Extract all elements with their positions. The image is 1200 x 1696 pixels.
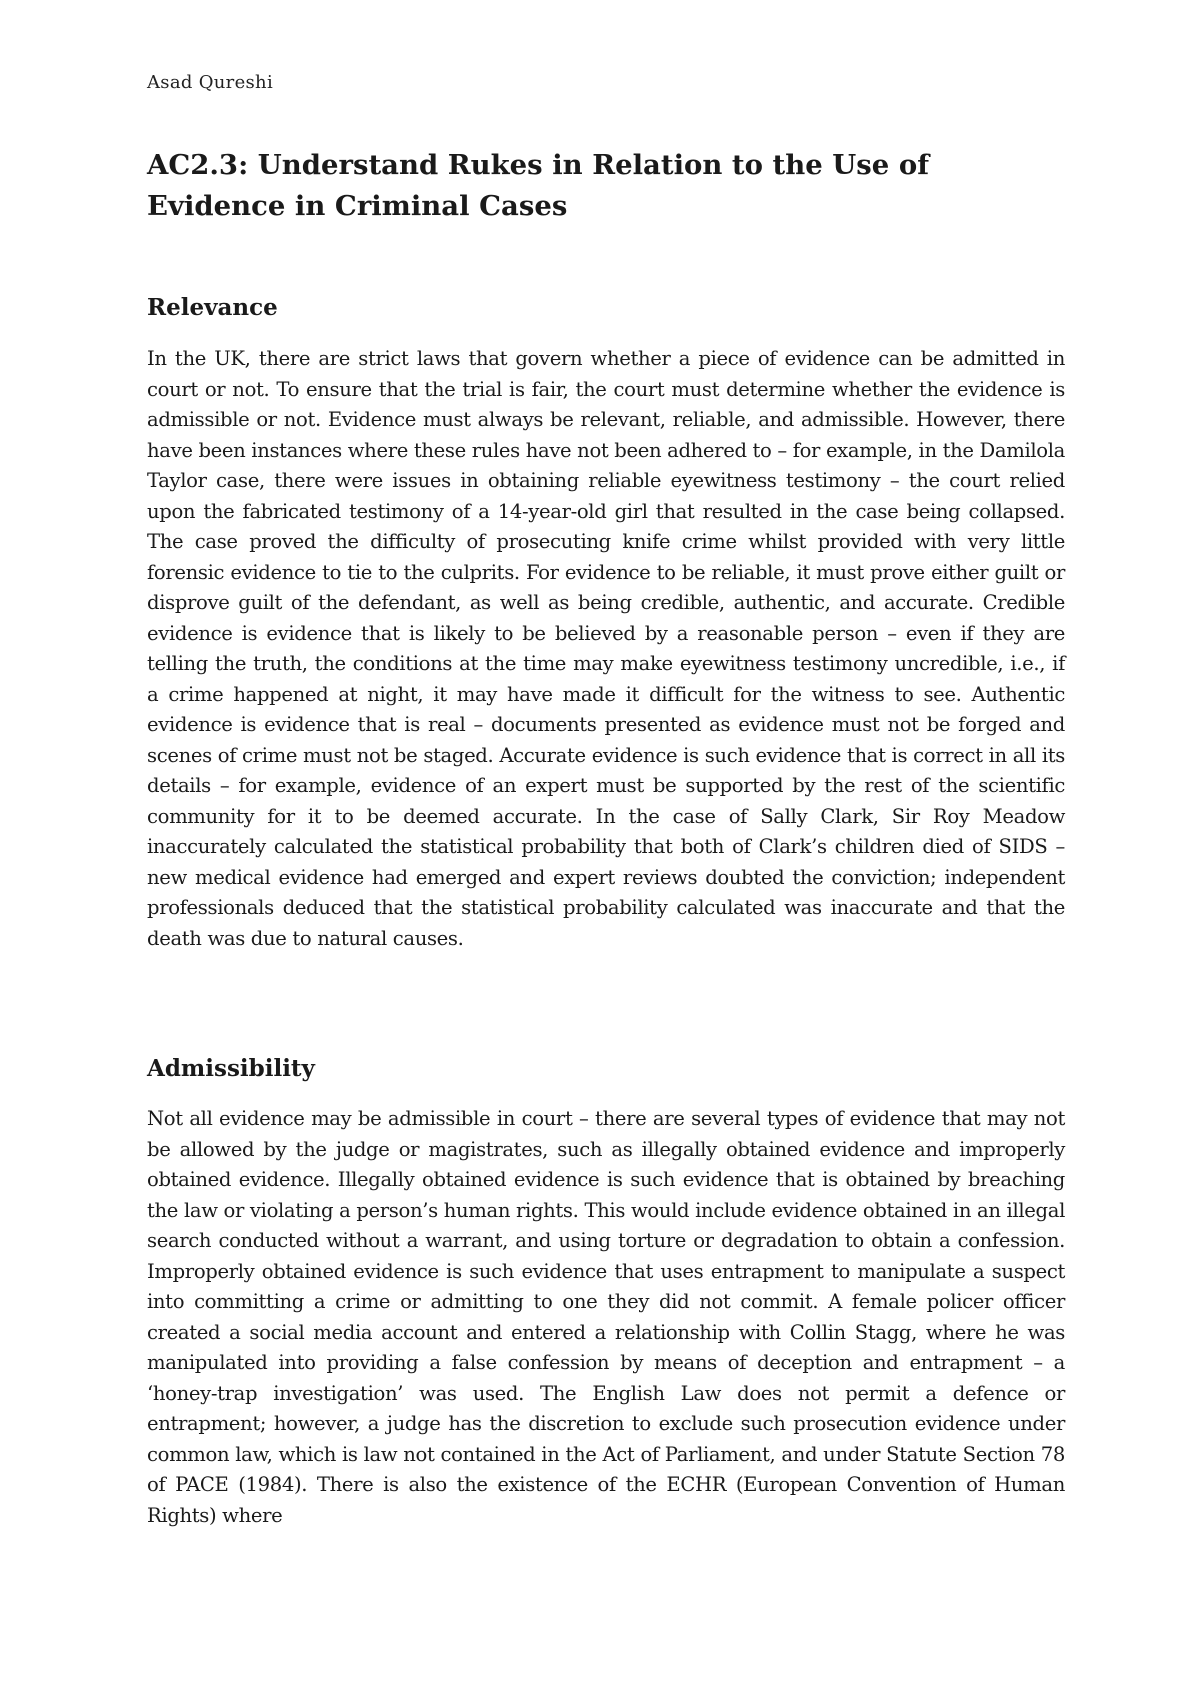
document-title: AC2.3: Understand Rukes in Relation to the Use of Evidence in Criminal Cases — [147, 149, 930, 222]
author-name: Asad Qureshi — [147, 72, 274, 93]
section-heading-relevance: Relevance — [147, 294, 278, 321]
section-body-admissibility: Not all evidence may be admissible in court – there are several types of evidence that may not be allowed by the judge or magistrates, such as illegally obtained evidence and improperly obtained evidence. Illegally obtained evidence is such evidence that is obtained by breaching the law or violating a person’s human rights. This would include evidence obtained in an illegal search conducted without a warrant, and using torture or degradation to obtain a confession. Improperly obtained evidence is such evidence that uses entrapment to manipulate a suspect into committing a crime or admitting to one they did not commit. A female policer officer created a social media account and entered a relationship with Collin Stagg, where he was manipulated into providing a false confession by means of deception and entrapment – a ‘honey-trap investigation’ was used. The English Law does not permit a defence or entrapment; however, a judge has the discretion to exclude such prosecution evidence under common law, which is law not contained in the Act of Parliament, and under Statute Section 78 of PACE (1984). There is also the existence of the ECHR (European Convention of Human Rights) where — [147, 1107, 1065, 1527]
section-body-relevance: In the UK, there are strict laws that govern whether a piece of evidence can be admitted in court or not. To ensure that the trial is fair, the court must determine whether the evidence is admissible or not. Evidence must always be relevant, reliable, and admissible. However, there have been instances where these rules have not been adhered to – for example, in the Damilola Taylor case, there were issues in obtaining reliable eyewitness testimony – the court relied upon the fabricated testimony of a 14-year-old girl that resulted in the case being collapsed. The case proved the difficulty of prosecuting knife crime whilst provided with very little forensic evidence to tie to the culprits. For evidence to be reliable, it must prove either guilt or disprove guilt of the defendant, as well as being credible, authentic, and accurate. Credible evidence is evidence that is likely to be believed by a reasonable person – even if they are telling the truth, the conditions at the time may make eyewitness testimony uncredible, i.e., if a crime happened at night, it may have made it difficult for the witness to see. Authentic evidence is evidence that is real – documents presented as evidence must not be forged and scenes of crime must not be staged. Accurate evidence is such evidence that is correct in all its details – for example, evidence of an expert must be supported by the rest of the scientific community for it to be deemed accurate. In the case of Sally Clark, Sir Roy Meadow inaccurately calculated the statistical probability that both of Clark’s children died of SIDS – new medical evidence had emerged and expert reviews doubted the conviction; independent professionals deduced that the statistical probability calculated was inaccurate and that the death was due to natural causes. — [147, 347, 1065, 950]
section-heading-admissibility: Admissibility — [147, 1055, 315, 1082]
